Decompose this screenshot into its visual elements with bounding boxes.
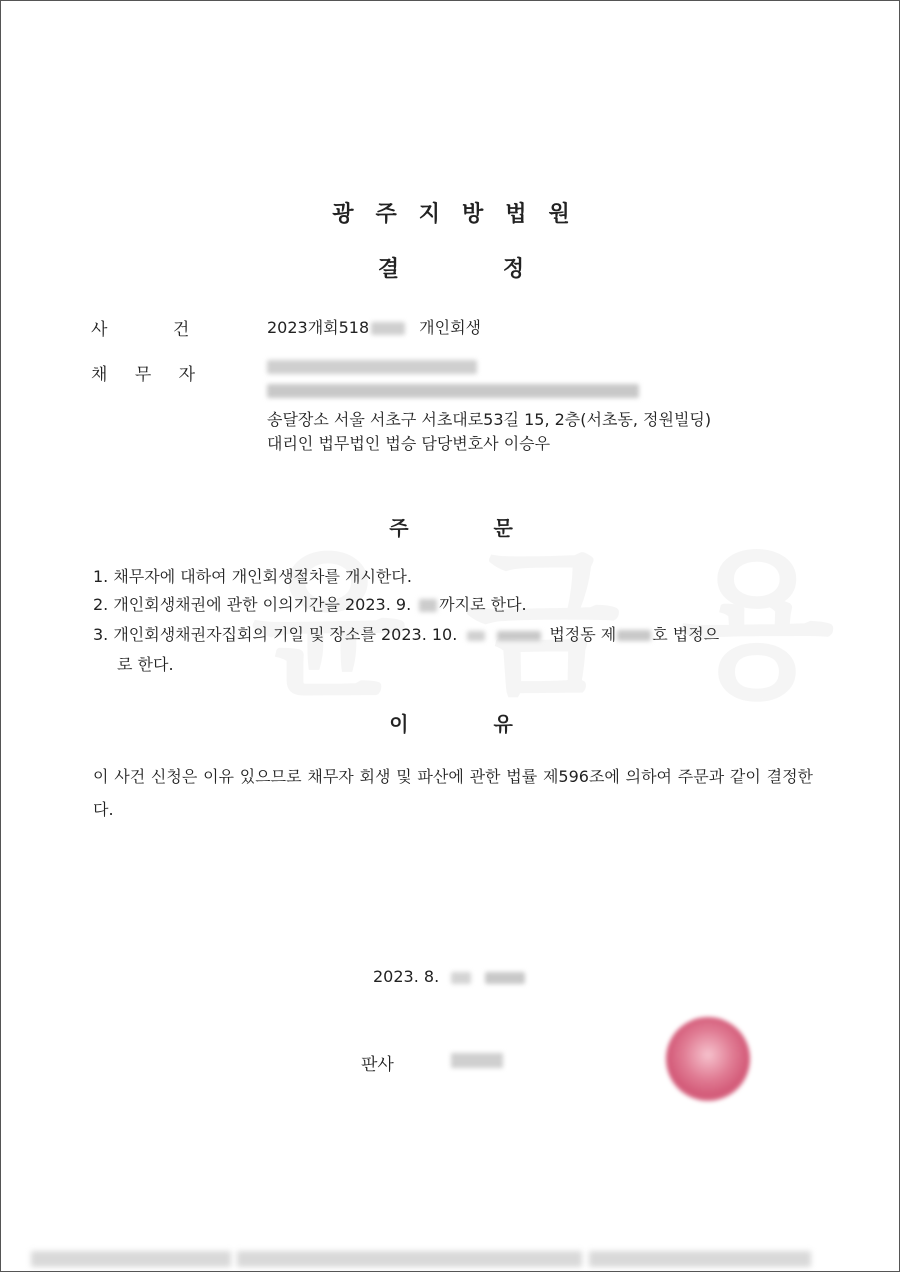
judge-label: 판사 xyxy=(361,1055,394,1075)
legal-agent: 대리인 법무법인 법승 담당변호사 이승우 xyxy=(267,434,551,453)
order-item-3-continued: 로 한다. xyxy=(117,655,174,674)
document-title: 결 정 xyxy=(377,257,525,282)
redacted-room xyxy=(617,630,651,641)
redacted-debtor-address xyxy=(267,384,639,398)
reason-heading: 이 유 xyxy=(389,712,513,736)
redacted-case-digits xyxy=(371,322,405,335)
redacted-judge-name xyxy=(451,1053,503,1068)
court-seal xyxy=(666,1017,750,1101)
court-name: 광주지방법원 xyxy=(332,202,592,227)
redacted-footer xyxy=(31,1251,231,1267)
order-item-2-suffix: 까지로 한다. xyxy=(439,595,527,614)
redacted-day xyxy=(467,631,485,641)
reason-text: 이 사건 신청은 이유 있으므로 채무자 회생 및 파산에 관한 법률 제596조에 의하여 주문과 같이 결정한다. xyxy=(93,767,813,819)
order-item-3 xyxy=(93,623,719,647)
redacted-debtor-name xyxy=(267,360,477,374)
debtor-label: 채 무 자 xyxy=(91,365,196,385)
case-number xyxy=(267,315,481,338)
redacted-day xyxy=(419,599,437,612)
redacted-day xyxy=(451,972,471,984)
redacted-footer xyxy=(589,1251,811,1267)
order-item-3-text: 3. 개인회생채권자집회의 기일 및 장소를 2023. 10. xyxy=(93,625,458,644)
redacted-weekday xyxy=(485,972,525,984)
order-item-2 xyxy=(93,593,527,617)
decision-date xyxy=(373,967,525,986)
order-item-3-place: 법정동 제 xyxy=(549,625,617,644)
order-item-2-text: 2. 개인회생채권에 관한 이의기간을 2023. 9. xyxy=(93,595,412,614)
redacted-footer xyxy=(237,1251,582,1267)
case-kind: 개인회생 xyxy=(419,318,481,337)
order-item-1: 1. 채무자에 대하여 개인회생절차를 개시한다. xyxy=(93,567,412,586)
decision-date-text: 2023. 8. xyxy=(373,967,440,986)
order-item-3-suffix: 호 법정으 xyxy=(652,625,720,644)
redacted-time xyxy=(497,631,541,641)
order-heading: 주 문 xyxy=(389,516,513,540)
service-place: 송달장소 서울 서초구 서초대로53길 15, 2층(서초동, 정원빌딩) xyxy=(267,410,712,429)
case-number-prefix: 2023개회518 xyxy=(267,318,370,337)
case-label: 사 건 xyxy=(91,320,190,340)
